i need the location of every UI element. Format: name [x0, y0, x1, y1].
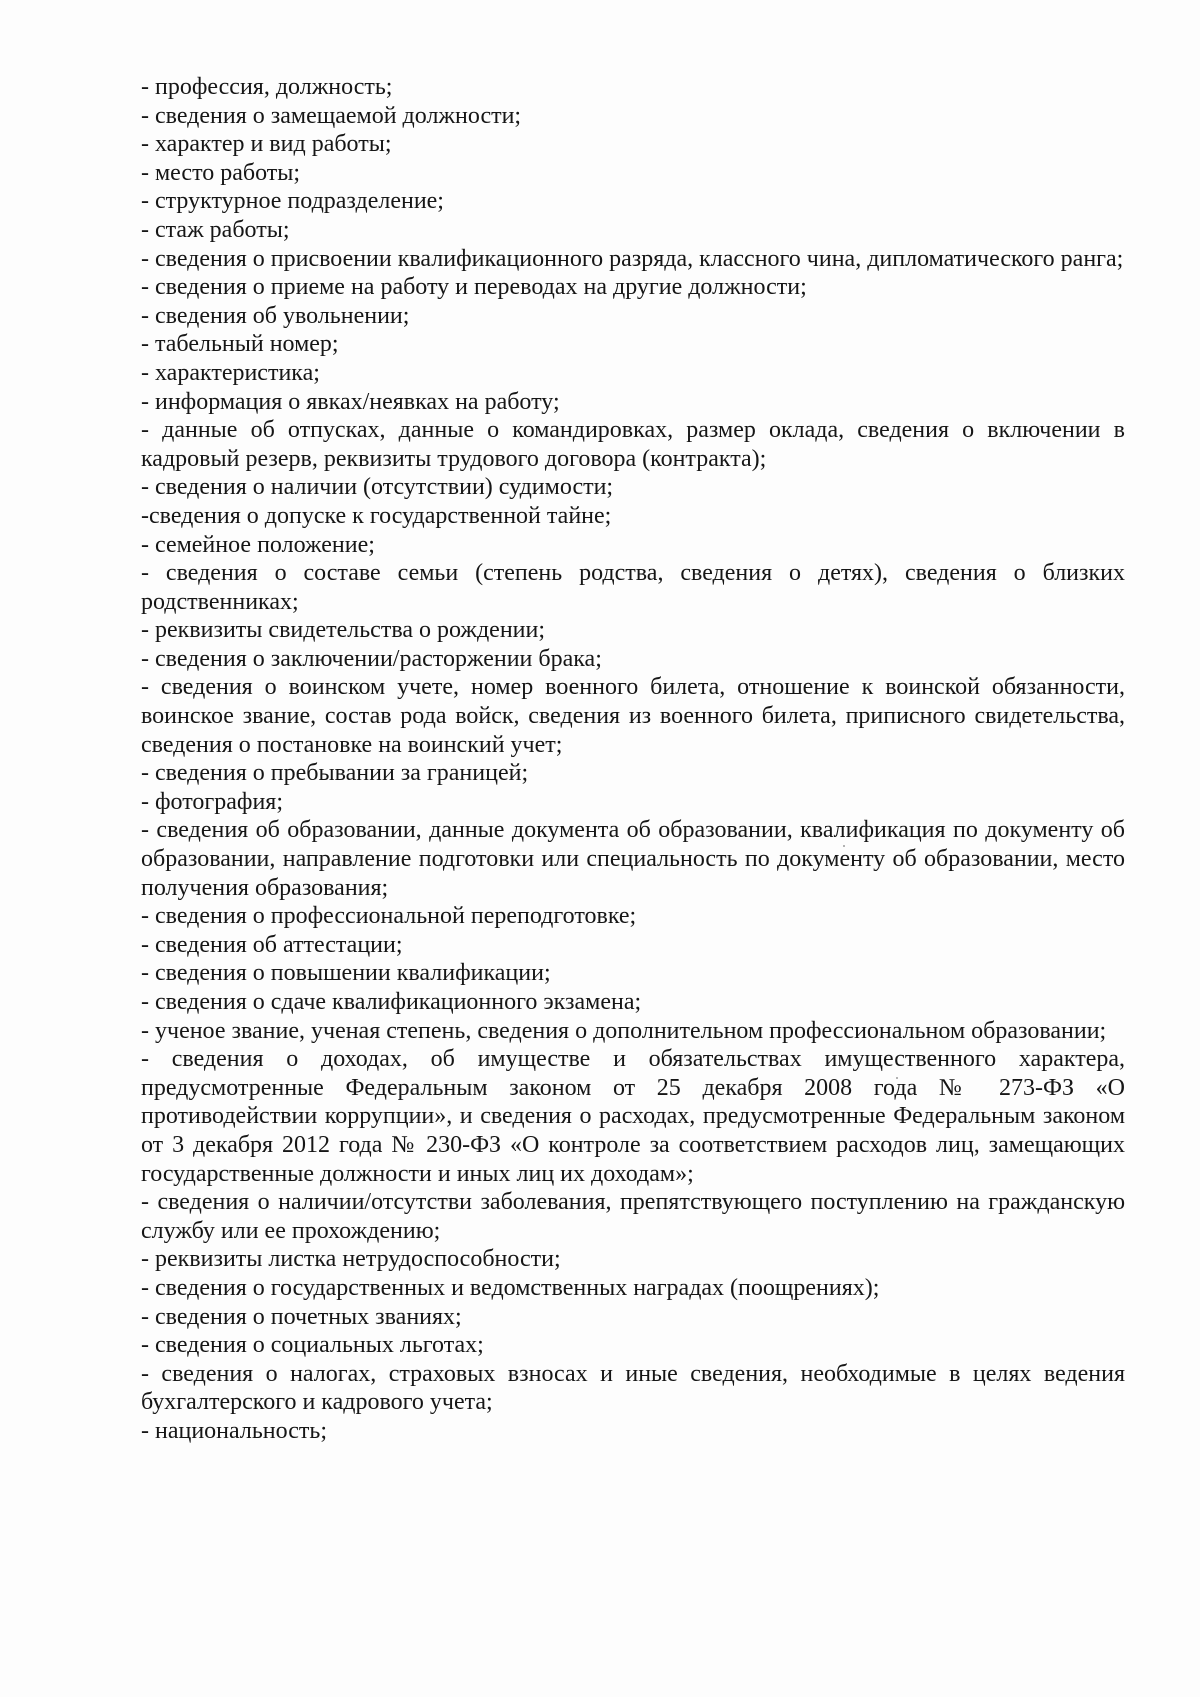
list-item: - фотография; [141, 788, 283, 815]
list-item: - сведения о заключении/расторжении брака; [141, 645, 602, 672]
list-item: - профессия, должность; [141, 74, 393, 100]
list-item: - сведения об увольнении; [141, 302, 410, 329]
document-body [141, 73, 1125, 1446]
list-item: -сведения о допуске к государственной тайне; [141, 502, 612, 529]
list-item: - структурное подразделение; [141, 188, 444, 215]
list-item: - информация о явках/неявках на работу; [141, 388, 560, 415]
list-item: - сведения о пребывании за границей; [141, 760, 529, 787]
list-item: - сведения об образовании, данные документа об образовании, квалификация по документу об образовании, направление подготовки или специальность по документу об образовании, место получения образования; [141, 817, 1125, 901]
list-item: - реквизиты свидетельства о рождении; [141, 617, 546, 644]
list-item: - ученое звание, ученая степень, сведения о дополнительном профессиональном образовании; [141, 1017, 1107, 1044]
list-item: - характеристика; [141, 359, 320, 386]
list-item: - сведения об аттестации; [141, 931, 403, 958]
list-item: - сведения о составе семьи (степень родства, сведения о детях), сведения о близких родственниках; [141, 560, 1125, 615]
list-item: - сведения о повышении квалификации; [141, 960, 551, 987]
list-item: - сведения о наличии/отсутстви заболевания, препятствующего поступлению на гражданскую службу или ее прохождению; [141, 1189, 1125, 1244]
list-item: - реквизиты листка нетрудоспособности; [141, 1246, 561, 1273]
list-item: - сведения о профессиональной переподготовке; [141, 903, 637, 930]
list-item: - сведения о государственных и ведомственных наградах (поощрениях); [141, 1274, 880, 1301]
list-item: - данные об отпусках, данные о командировках, размер оклада, сведения о включении в кадровый резерв, реквизиты трудового договора (контракта); [141, 417, 1125, 472]
list-item: - сведения о доходах, об имуществе и обязательствах имущественного характера, предусмотренные Федеральным законом от 25 декабря 2008 года № 273-ФЗ «О противодействии коррупции», и сведения о расходах, предусмотренные Федеральным законом от 3 декабря 2012 года № 230-ФЗ «О контроле за соответствием расходов лиц, замещающих государственные должности и иных лиц их доходам»; [141, 1046, 1125, 1187]
list-item: - стаж работы; [141, 216, 290, 243]
list-item: - сведения о социальных льготах; [141, 1332, 484, 1359]
list-item: - сведения о наличии (отсутствии) судимости; [141, 474, 614, 501]
list-item: - характер и вид работы; [141, 131, 392, 158]
list-item: - табельный номер; [141, 331, 339, 358]
list-item: - сведения о замещаемой должности; [141, 102, 522, 129]
list-item: - сведения о почетных званиях; [141, 1303, 462, 1330]
list-item: - сведения о сдаче квалификационного экзамена; [141, 989, 642, 1015]
list-item: - семейное положение; [141, 531, 375, 558]
list-item: - сведения о налогах, страховых взносах и иные сведения, необходимые в целях ведения бухгалтерского и кадрового учета; [141, 1360, 1125, 1416]
list-item: - сведения о приеме на работу и переводах на другие должности; [141, 274, 807, 301]
list-item: - сведения о присвоении квалификационного разряда, классного чина, дипломатического ранга; [141, 245, 1124, 272]
list-item: - сведения о воинском учете, номер военного билета, отношение к воинской обязанности, воинское звание, состав рода войск, сведения из военного билета, приписного свидетельства, сведения о постановке на воинский учет; [141, 674, 1125, 758]
list-item: - национальность; [141, 1417, 327, 1444]
list-item: - место работы; [141, 159, 301, 186]
